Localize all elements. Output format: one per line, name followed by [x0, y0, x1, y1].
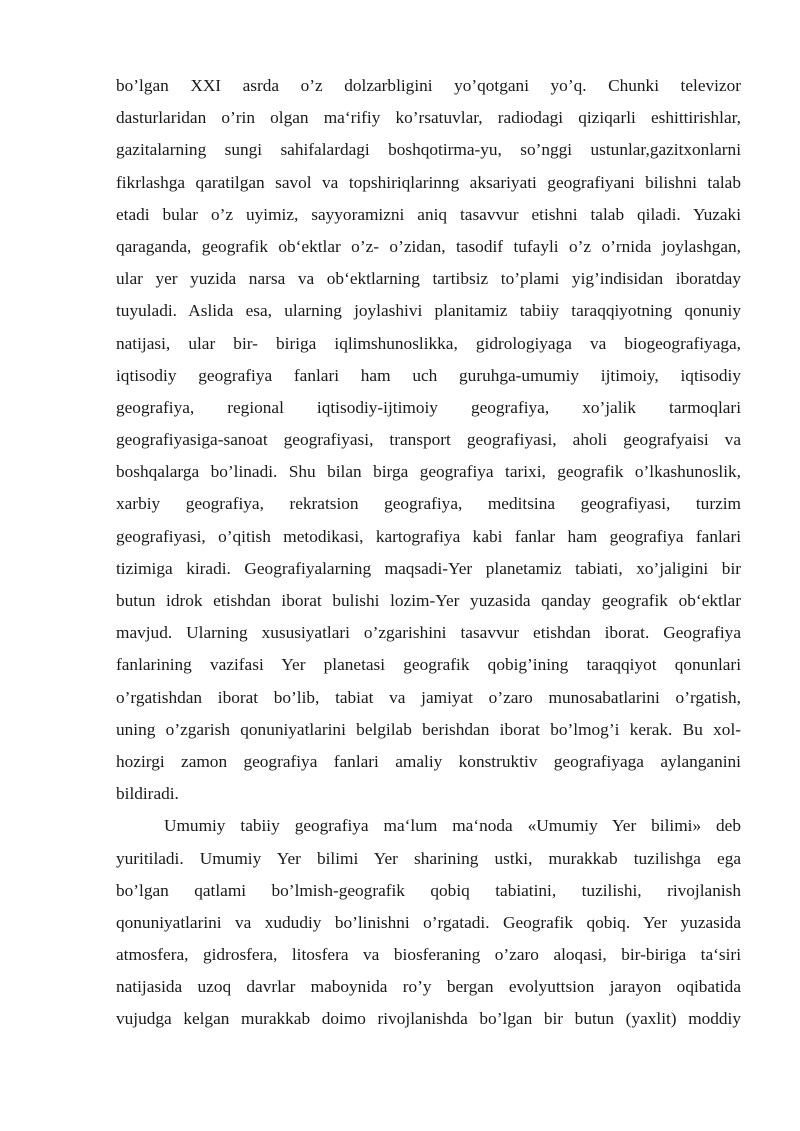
text-line: etadi bular o’z uyimiz, sayyoramizni aniq tasavvur etishni talab qiladi. Yuzaki	[116, 204, 741, 224]
text-line: qonuniyatlarini va xududiy bo’linishni o’rgatadi. Geografik qobiq. Yer yuzasida	[116, 912, 741, 932]
text-line: geografiyasiga-sanoat geografiyasi, transport geografiyasi, aholi geografyaisi va	[116, 430, 741, 450]
document-page	[116, 70, 741, 1036]
text-line: fikrlashga qaratilgan savol va topshiriqlarinng aksariyati geografiyani bilishni talab	[116, 172, 741, 192]
text-line: hozirgi zamon geografiya fanlari amaliy konstruktiv geografiyaga aylanganini	[116, 751, 741, 771]
text-line: uning o’zgarish qonuniyatlarini belgilab berishdan iborat bo’lmog’i kerak. Bu xol-	[116, 719, 741, 739]
text-line: natijasi, ular bir- biriga iqlimshunoslikka, gidrologiyaga va biogeografiyaga,	[116, 333, 741, 353]
text-line: o’rgatishdan iborat bo’lib, tabiat va jamiyat o’zaro munosabatlarini o’rgatish,	[116, 687, 741, 707]
text-line: mavjud. Ularning xususiyatlari o’zgarishini tasavvur etishdan iborat. Geografiya	[116, 623, 741, 643]
text-line: natijasida uzoq davrlar maboynida ro’y bergan evolyuttsion jarayon oqibatida	[116, 977, 741, 997]
text-line: tizimiga kiradi. Geografiyalarning maqsadi-Yer planetamiz tabiati, xo’jaligini bir	[116, 558, 741, 578]
text-line: vujudga kelgan murakkab doimo rivojlanishda bo’lgan bir butun (yaxlit) moddiy	[116, 1009, 741, 1029]
text-line: xarbiy geografiya, rekratsion geografiya, meditsina geografiyasi, turzim	[116, 494, 741, 514]
text-line: yuritiladi. Umumiy Yer bilimi Yer sharining ustki, murakkab tuzilishga ega	[116, 848, 741, 868]
text-line: bildiradi.	[116, 784, 179, 804]
text-line: tuyuladi. Aslida esa, ularning joylashivi planitamiz tabiiy taraqqiyotning qonuniy	[116, 301, 741, 321]
text-line: iqtisodiy geografiya fanlari ham uch guruhga-umumiy ijtimoiy, iqtisodiy	[116, 365, 741, 385]
text-line: butun idrok etishdan iborat bulishi lozim-Yer yuzasida qanday geografik ob‘ektlar	[116, 591, 741, 610]
text-line: Umumiy tabiiy geografiya ma‘lum ma‘noda «Umumiy Yer bilimi» deb	[164, 816, 741, 836]
text-line: dasturlaridan o’rin olgan ma‘rifiy ko’rsatuvlar, radiodagi qiziqarli eshittirishlar,	[116, 108, 741, 128]
text-line: qaraganda, geografik ob‘ektlar o’z- o’zidan, tasodif tufayli o’z o’rnida joylashgan,	[116, 236, 741, 256]
text-line: boshqalarga bo’linadi. Shu bilan birga geografiya tarixi, geografik o’lkashunoslik,	[116, 462, 741, 482]
text-line: geografiya, regional iqtisodiy-ijtimoiy geografiya, xo’jalik tarmoqlari	[116, 397, 741, 417]
text-line: atmosfera, gidrosfera, litosfera va biosferaning o’zaro aloqasi, bir-biriga ta‘siri	[116, 945, 741, 965]
text-line: bo’lgan qatlami bo’lmish-geografik qobiq tabiatini, tuzilishi, rivojlanish	[116, 880, 741, 900]
text-line: bo’lgan XXI asrda o’z dolzarbligini yo’qotgani yo’q. Chunki televizor	[116, 76, 741, 95]
text-line: ular yer yuzida narsa va ob‘ektlarning tartibsiz to’plami yig’indisidan iboratday	[116, 269, 741, 289]
paragraph-1	[116, 70, 741, 810]
text-line: fanlarining vazifasi Yer planetasi geografik qobig’ining taraqqiyot qonunlari	[116, 655, 741, 675]
paragraph-2	[116, 810, 741, 1035]
text-line: geografiyasi, o’qitish metodikasi, kartografiya kabi fanlar ham geografiya fanlari	[116, 526, 741, 546]
text-line: gazitalarning sungi sahifalardagi boshqotirma-yu, so’nggi ustunlar,gazitxonlarni	[116, 140, 741, 160]
